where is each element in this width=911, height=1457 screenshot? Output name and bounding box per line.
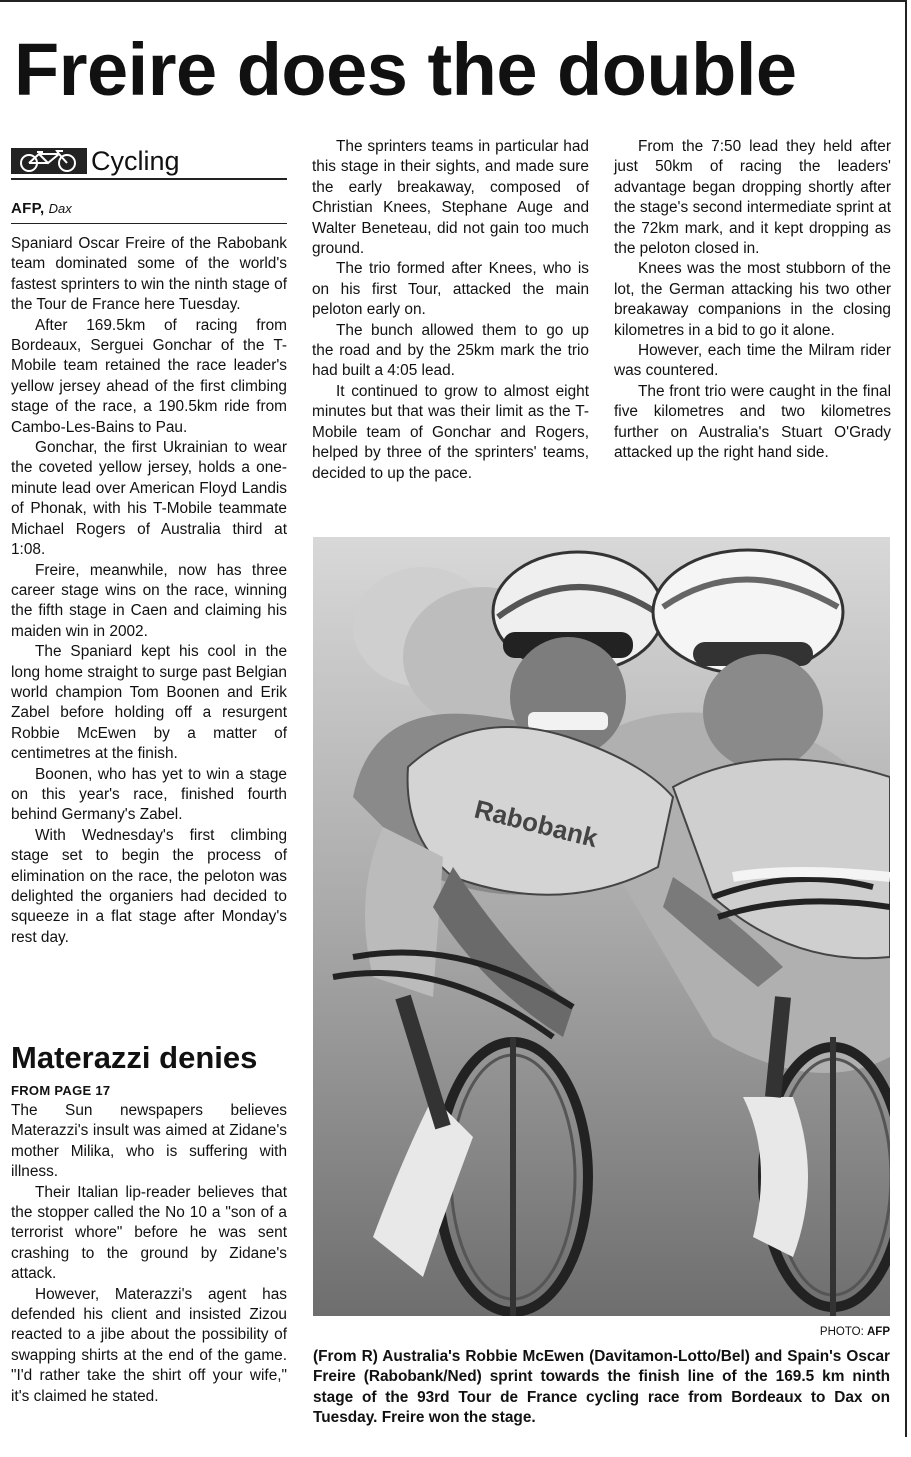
paragraph: Boonen, who has yet to win a stage on this year's race, finished fourth behind Germany's Zabel. [11,765,287,824]
paragraph: Their Italian lip-reader believes that the stopper called the No 10 a "son of a terrorist whore" before he was sent crashing to the ground by Zidane's attack. [11,1183,287,1283]
right-rule [905,0,907,1437]
bicycle-icon [11,148,87,174]
from-page-label: FROM PAGE 17 [11,1083,111,1098]
paragraph: It continued to grow to almost eight minutes but that was their limit as the T-Mobile team of Gonchar and Rogers, helped by three of the sprinters' teams, decided to up the pace. [312,382,589,482]
jersey-text: Rabobank [471,793,601,854]
secondary-headline: Materazzi denies [11,1040,258,1075]
section-label: Cycling [91,146,180,176]
secondary-story [11,1101,287,1407]
headline: Freire does the double [14,28,797,111]
photo-credit [820,1326,890,1338]
byline-agency: AFP, [11,200,45,217]
paragraph: The Spaniard kept his cool in the long home straight to surge past Belgian world champion Tom Boonen and Erik Zabel before holding off a resurgent Robbie McEwen by a matter of centimetres at the finish. [11,643,287,763]
paragraph: Knees was the most stubborn of the lot, the German attacking his two other breakaway companions in the closing kilometres in a bid to go it alone. [614,260,891,339]
story-column-2 [312,137,589,484]
paragraph: The bunch allowed them to go up the road and by the 25km mark the trio had built a 4:05 lead. [312,321,589,380]
paragraph: The sprinters teams in particular had this stage in their sights, and made sure the early breakaway, composed of Christian Knees, Stephane Auge and Walter Beneteau, did not gain too much ground. [312,138,589,258]
story-column-1 [11,234,287,948]
paragraph: Gonchar, the first Ukrainian to wear the coveted yellow jersey, holds a one-minute lead over American Floyd Landis of Phonak, with his T-Mobile teammate Michael Rogers of Australia third at 1:08. [11,439,287,559]
paragraph: The Sun newspapers believes Materazzi's insult was aimed at Zidane's mother Milika, who is suffering with illness. [11,1102,287,1181]
paragraph: The trio formed after Knees, who is on his first Tour, attacked the main peloton early on. [312,260,589,319]
paragraph: Spaniard Oscar Freire of the Rabobank team dominated some of the world's fastest sprinters to win the ninth stage of the Tour de France here Tuesday. [11,235,287,314]
story-column-3 [614,137,891,464]
photo-illustration [313,537,890,1316]
paragraph: However, each time the Milram rider was countered. [614,342,891,380]
byline [11,200,287,224]
paragraph: Freire, meanwhile, now has three career stage wins on the race, winning the fifth stage in Caen and claiming his maiden win in 2002. [11,561,287,640]
section-tag [11,140,287,180]
photo-credit-agency: AFP [867,1326,890,1338]
paragraph: However, Materazzi's agent has defended his client and insisted Zizou reacted to a jibe about the possibility of swapping shirts at the end of the game. "I'd rather take the shirt off your wife," it's claimed he stated. [11,1285,287,1405]
cyclists-photo [313,537,890,1316]
paragraph: The front trio were caught in the final five kilometres and two kilometres further on Australia's Stuart O'Grady attacked up the right hand side. [614,382,891,462]
paragraph: After 169.5km of racing from Bordeaux, Serguei Gonchar of the T-Mobile team retained the race leader's yellow jersey ahead of the first climbing stage of the race, a 190.5km ride from Cambo-Les-Bains to Pau. [11,316,287,436]
paragraph: From the 7:50 lead they held after just 50km of racing the leaders' advantage began dropping shortly after the stage's second intermediate sprint at the 72km mark, and it kept dropping as the peloton closed in. [614,138,891,258]
top-rule [0,0,905,2]
photo-caption: (From R) Australia's Robbie McEwen (Davitamon-Lotto/Bel) and Spain's Oscar Freire (Rabobank/Ned) sprint towards the finish line of the 169.5 km ninth stage of the 93rd Tour de France cycling race from Bordeaux to Dax on Tuesday. Freire won the stage. [313,1348,890,1427]
photo-credit-label: PHOTO: [819,1326,864,1338]
byline-place: Dax [48,201,72,216]
paragraph: With Wednesday's first climbing stage set to begin the process of elimination on the race, the peloton was delighted the organiers had decided to squeeze in a flat stage after Monday's rest day. [11,826,287,946]
